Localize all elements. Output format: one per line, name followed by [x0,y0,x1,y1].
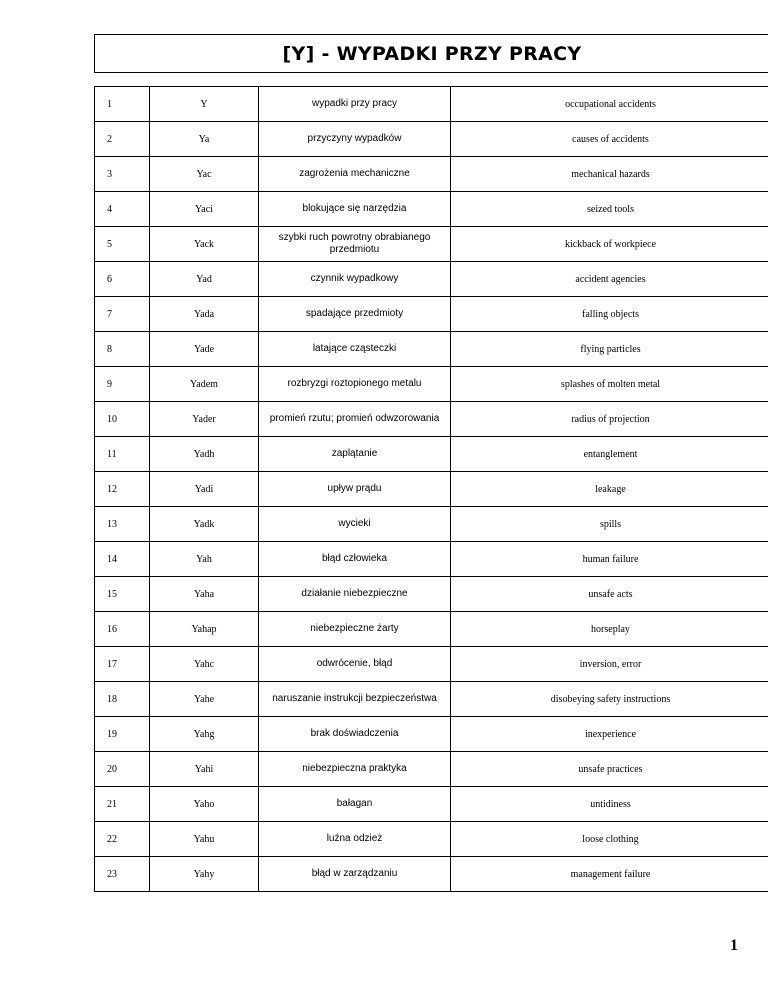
term-code: Yadk [150,507,259,542]
term-code: Yaha [150,577,259,612]
term-code: Yader [150,402,259,437]
table-row [95,472,768,507]
term-code: Yaho [150,787,259,822]
english-term: accident agencies [451,262,768,297]
polish-term: błąd człowieka [259,542,451,577]
term-code: Yac [150,157,259,192]
row-number: 17 [95,647,150,682]
english-term: unsafe acts [451,577,768,612]
polish-term: spadające przedmioty [259,297,451,332]
term-code: Yaci [150,192,259,227]
english-term: unsafe practices [451,752,768,787]
english-term: human failure [451,542,768,577]
row-number: 13 [95,507,150,542]
polish-term: niebezpieczna praktyka [259,752,451,787]
table-row [95,87,768,122]
row-number: 21 [95,787,150,822]
table-row [95,612,768,647]
row-number: 9 [95,367,150,402]
table-row [95,857,768,892]
polish-term: luźna odzież [259,822,451,857]
polish-term: zaplątanie [259,437,451,472]
polish-term: bałagan [259,787,451,822]
table-row [95,787,768,822]
table-row [95,262,768,297]
table-row [95,752,768,787]
polish-term: błąd w zarządzaniu [259,857,451,892]
term-code: Yahe [150,682,259,717]
row-number: 3 [95,157,150,192]
polish-term: działanie niebezpieczne [259,577,451,612]
polish-term: zagrożenia mechaniczne [259,157,451,192]
page-number: 1 [730,937,738,954]
polish-term: wypadki przy pracy [259,87,451,122]
term-code: Ya [150,122,259,157]
term-code: Yad [150,262,259,297]
term-code: Yadi [150,472,259,507]
english-term: leakage [451,472,768,507]
term-code: Yah [150,542,259,577]
row-number: 10 [95,402,150,437]
table-row [95,542,768,577]
english-term: inversion, error [451,647,768,682]
row-number: 11 [95,437,150,472]
row-number: 16 [95,612,150,647]
row-number: 12 [95,472,150,507]
row-number: 8 [95,332,150,367]
polish-term: rozbryzgi roztopionego metalu [259,367,451,402]
english-term: causes of accidents [451,122,768,157]
title-box [94,34,768,73]
row-number: 6 [95,262,150,297]
term-code: Yahi [150,752,259,787]
english-term: mechanical hazards [451,157,768,192]
polish-term: odwrócenie, błąd [259,647,451,682]
english-term: loose clothing [451,822,768,857]
table-row [95,227,768,262]
term-code: Yahc [150,647,259,682]
term-code: Yahg [150,717,259,752]
english-term: radius of projection [451,402,768,437]
row-number: 23 [95,857,150,892]
polish-term: szybki ruch powrotny obrabianego przedmiotu [259,227,451,262]
table-row [95,717,768,752]
english-term: seized tools [451,192,768,227]
polish-term: latające cząsteczki [259,332,451,367]
polish-term: przyczyny wypadków [259,122,451,157]
term-code: Yahap [150,612,259,647]
english-term: spills [451,507,768,542]
term-code: Yadem [150,367,259,402]
row-number: 14 [95,542,150,577]
polish-term: wycieki [259,507,451,542]
table-row [95,647,768,682]
table-row [95,192,768,227]
row-number: 15 [95,577,150,612]
table-row [95,682,768,717]
english-term: inexperience [451,717,768,752]
table-row [95,402,768,437]
row-number: 18 [95,682,150,717]
english-term: entanglement [451,437,768,472]
polish-term: niebezpieczne żarty [259,612,451,647]
row-number: 2 [95,122,150,157]
row-number: 4 [95,192,150,227]
table-row [95,507,768,542]
table-row [95,822,768,857]
glossary-table [94,86,768,892]
term-code: Yahy [150,857,259,892]
term-code: Yahu [150,822,259,857]
table-row [95,367,768,402]
polish-term: promień rzutu; promień odwzorowania [259,402,451,437]
polish-term: blokujące się narzędzia [259,192,451,227]
term-code: Yack [150,227,259,262]
english-term: occupational accidents [451,87,768,122]
english-term: horseplay [451,612,768,647]
row-number: 20 [95,752,150,787]
table-row [95,297,768,332]
glossary-body [95,87,768,892]
table-row [95,437,768,472]
table-row [95,577,768,612]
polish-term: czynnik wypadkowy [259,262,451,297]
document-title: [Y] - WYPADKI PRZY PRACY [282,42,582,65]
table-row [95,332,768,367]
english-term: kickback of workpiece [451,227,768,262]
polish-term: naruszanie instrukcji bezpieczeństwa [259,682,451,717]
english-term: disobeying safety instructions [451,682,768,717]
english-term: splashes of molten metal [451,367,768,402]
english-term: flying particles [451,332,768,367]
term-code: Yada [150,297,259,332]
term-code: Y [150,87,259,122]
term-code: Yade [150,332,259,367]
row-number: 22 [95,822,150,857]
polish-term: brak doświadczenia [259,717,451,752]
row-number: 19 [95,717,150,752]
english-term: falling objects [451,297,768,332]
english-term: management failure [451,857,768,892]
polish-term: upływ prądu [259,472,451,507]
row-number: 5 [95,227,150,262]
term-code: Yadh [150,437,259,472]
row-number: 7 [95,297,150,332]
table-row [95,122,768,157]
table-row [95,157,768,192]
english-term: untidiness [451,787,768,822]
row-number: 1 [95,87,150,122]
